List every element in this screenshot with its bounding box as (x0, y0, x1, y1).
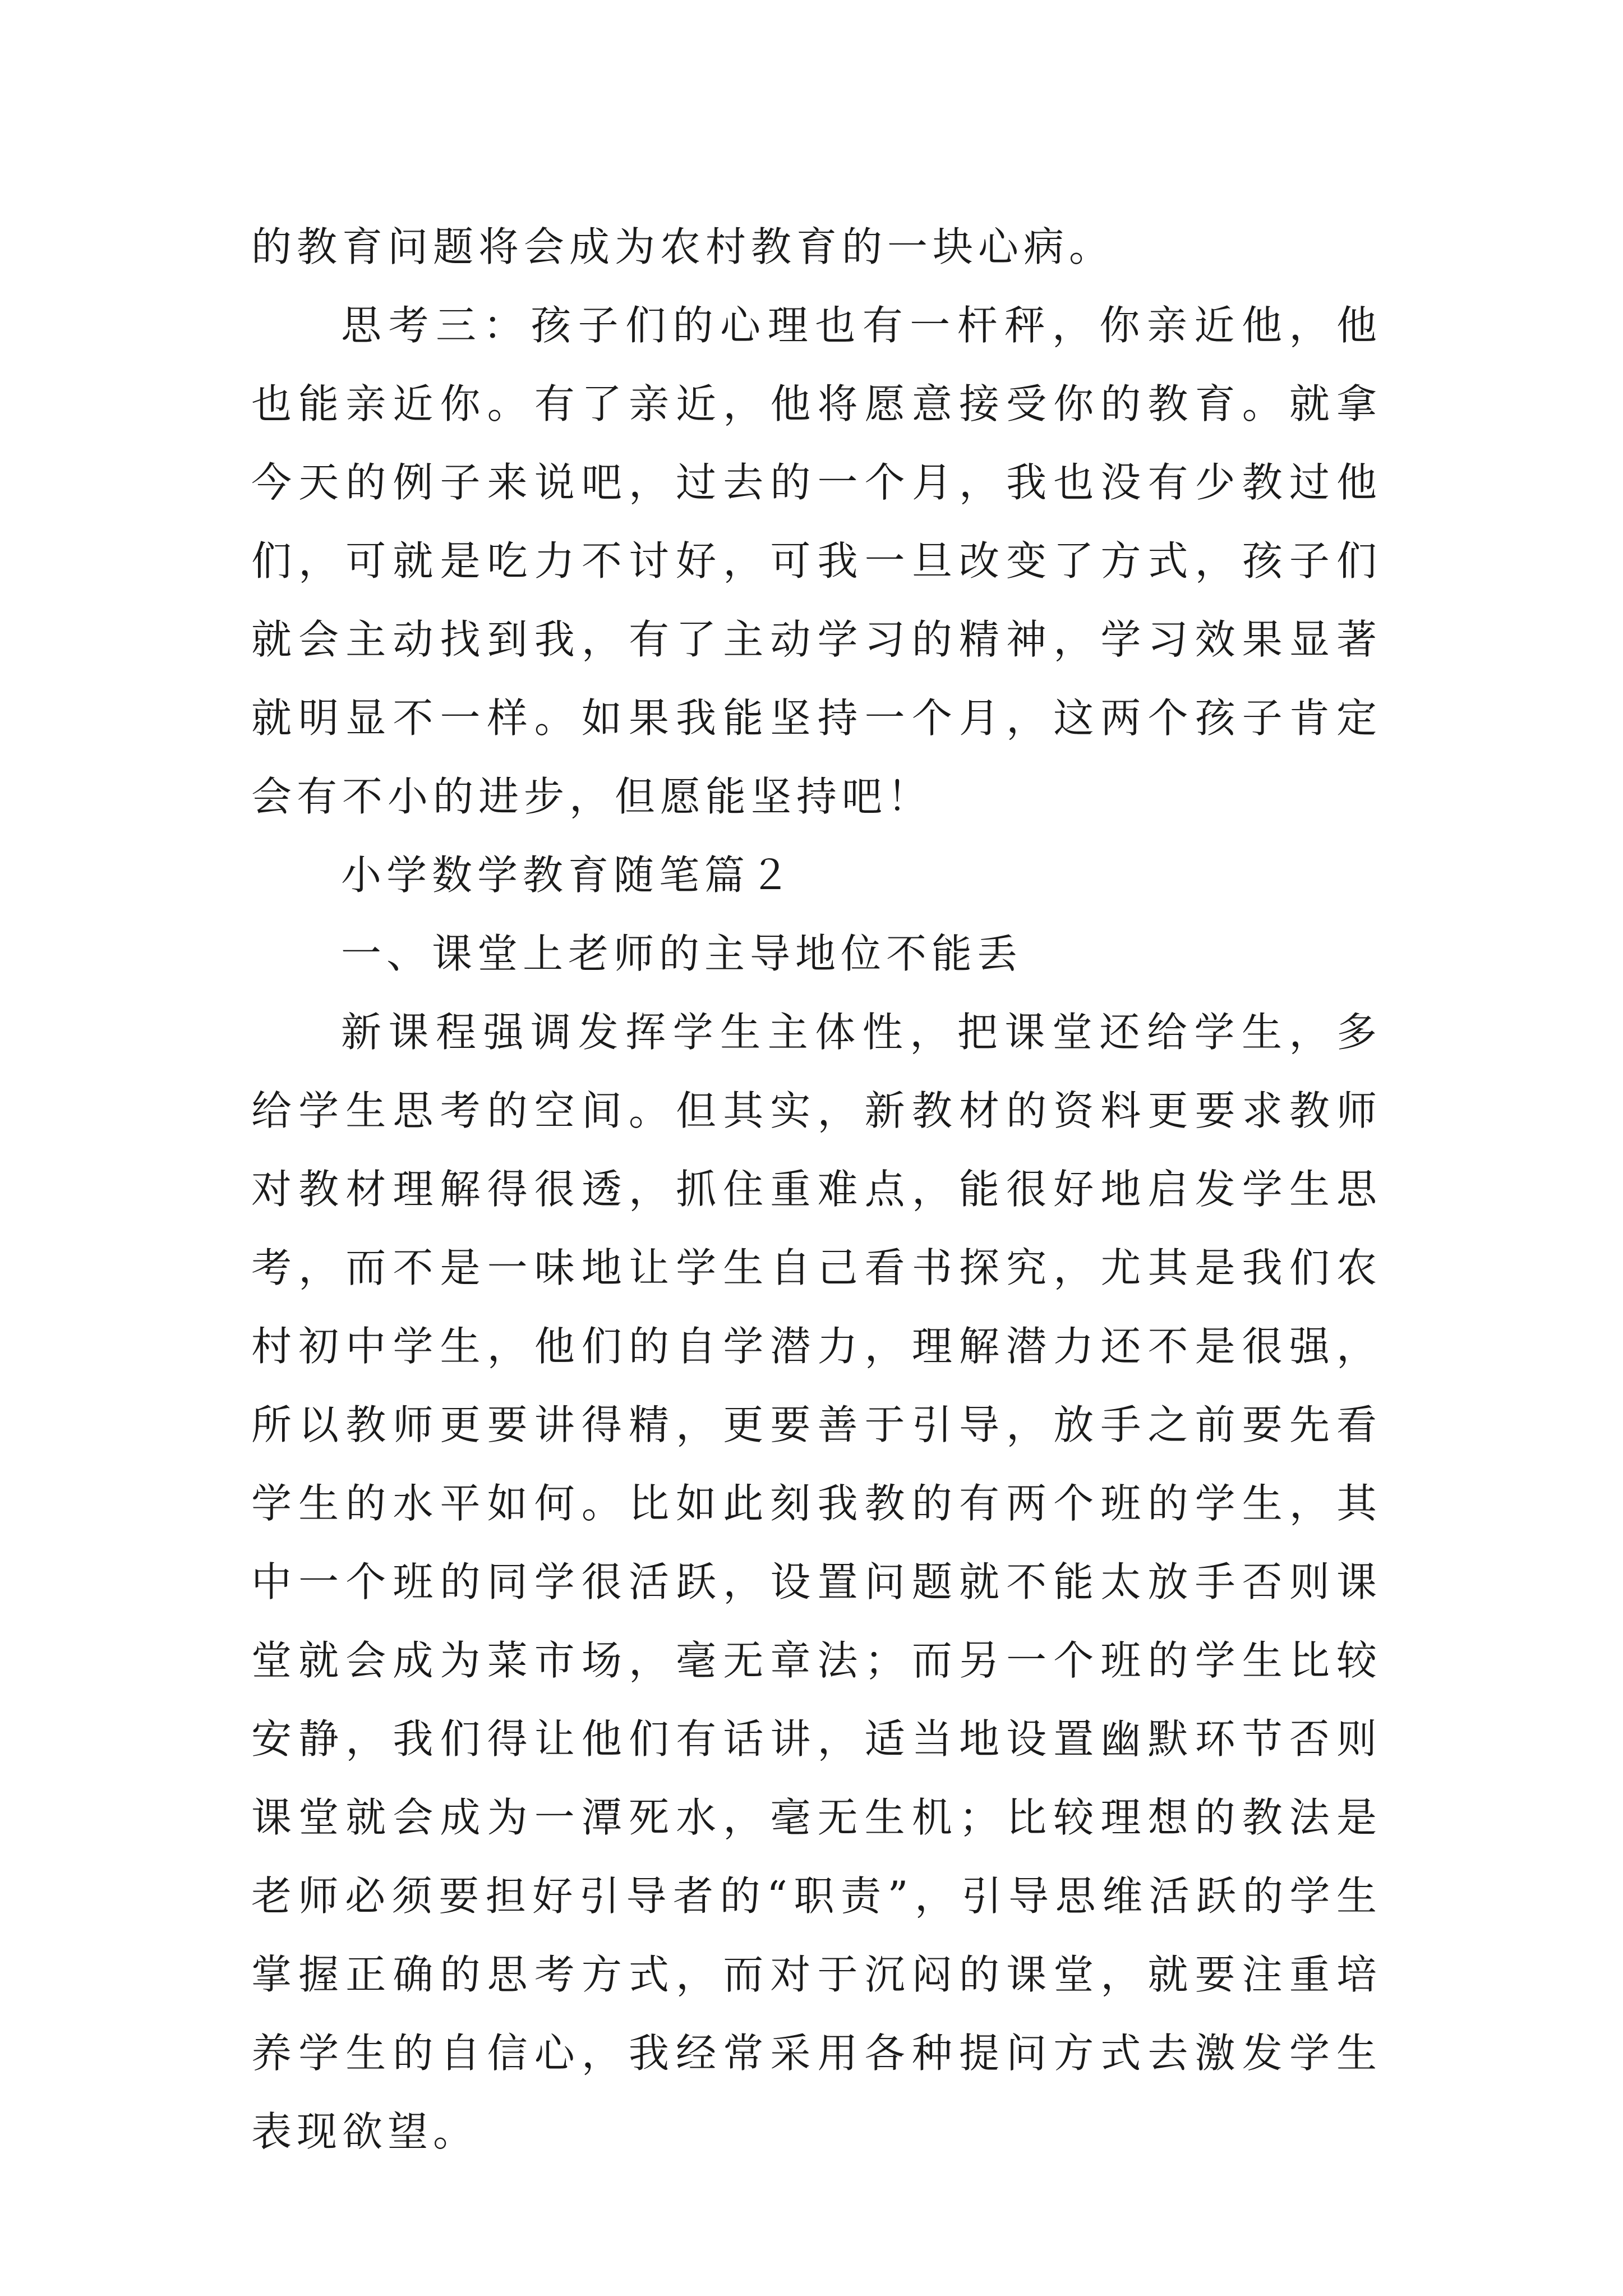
document-page (251, 208, 1382, 2171)
paragraph-reflection-three: 思考三：孩子们的心理也有一杆秤，你亲近他，他也能亲近你。有了亲近，他将愿意接受你的教育。就拿今天的例子来说吧，过去的一个月，我也没有少教过他们，可就是吃力不讨好，可我一旦改变了方式，孩子们就会主动找到我，有了主动学习的精神，学习效果显著就明显不一样。如果我能坚持一个月，这两个孩子肯定会有不小的进步，但愿能坚持吧！ (251, 302, 1382, 820)
paragraph-body: 新课程强调发挥学生主体性，把课堂还给学生，多给学生思考的空间。但其实，新教材的资料更要求教师对教材理解得很透，抓住重难点，能很好地启发学生思考，而不是一味地让学生自己看书探究，尤其是我们农村初中学生，他们的自学潜力，理解潜力还不是很强，所以教师更要讲得精，更要善于引导，放手之前要先看学生的水平如何。比如此刻我教的有两个班的学生，其中一个班的同学很活跃，设置问题就不能太放手否则课堂就会成为菜市场，毫无章法；而另一个班的学生比较安静，我们得让他们有话讲，适当地设置幽默环节否则课堂就会成为一潭死水，毫无生机；比较理想的教法是老师必须要担好引导者的“职责”，引导思维活跃的学生掌握正确的思考方式，而对于沉闷的课堂，就要注重培养学生的自信心，我经常采用各种提问方式去激发学生表现欲望。 (251, 1009, 1382, 2155)
subsection-heading: 一、课堂上老师的主导地位不能丢 (341, 930, 1023, 977)
section-title: 小学数学教育随笔篇２ (341, 852, 796, 899)
paragraph-continuation: 的教育问题将会成为农村教育的一块心病。 (251, 223, 1115, 270)
